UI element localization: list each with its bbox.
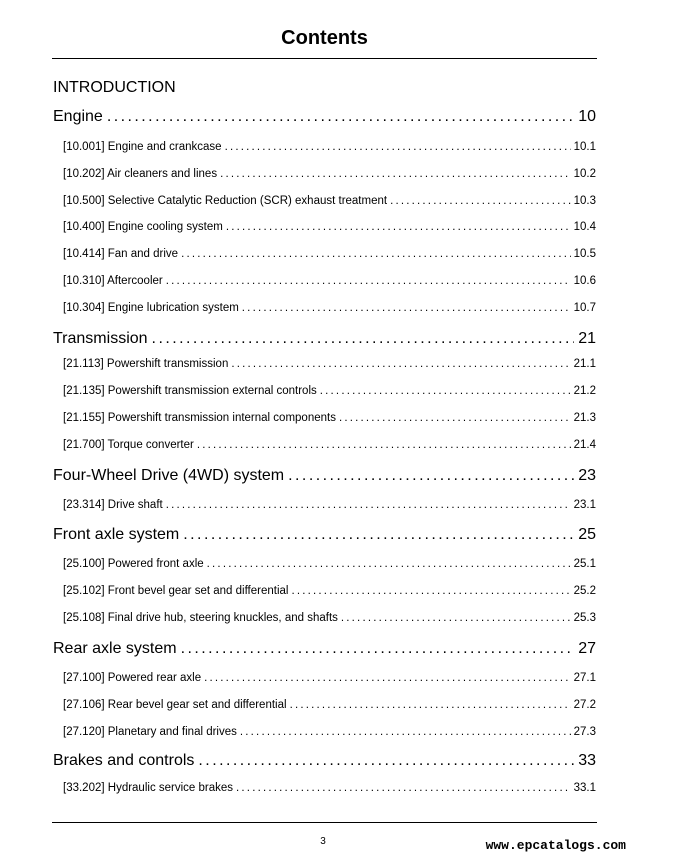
toc-section[interactable] — [53, 439, 596, 451]
toc-label: [25.102] Front bevel gear set and differential — [63, 585, 289, 597]
toc-section[interactable] — [53, 385, 596, 397]
toc-section[interactable] — [53, 412, 596, 424]
toc-section[interactable] — [53, 612, 596, 624]
toc-label: Four-Wheel Drive (4WD) system — [53, 467, 285, 484]
top-rule — [52, 58, 597, 59]
toc-section[interactable] — [53, 358, 596, 370]
toc-section[interactable] — [53, 672, 596, 684]
toc-page-number: 10.2 — [573, 168, 596, 180]
toc-page-number: 21.2 — [573, 385, 596, 397]
dot-leader — [107, 108, 574, 126]
toc-chapter[interactable] — [53, 752, 596, 770]
toc-page-number: 33.1 — [573, 782, 596, 794]
toc-page-number: 25.2 — [573, 585, 596, 597]
toc-label: [21.155] Powershift transmission internal components — [63, 412, 336, 424]
toc-page-number: 27.3 — [573, 726, 596, 738]
toc-section[interactable] — [53, 499, 596, 511]
dot-leader — [152, 330, 575, 348]
dot-leader — [341, 612, 571, 624]
toc-page-number: 33 — [578, 752, 596, 769]
toc-label: [25.108] Final drive hub, steering knuckles, and shafts — [63, 612, 338, 624]
page-title: Contents — [281, 27, 368, 49]
dot-leader — [166, 275, 571, 287]
dot-leader — [288, 467, 574, 485]
dot-leader — [320, 385, 571, 397]
dot-leader — [226, 221, 571, 233]
toc-page-number: 27.1 — [573, 672, 596, 684]
toc-page-number: 10.7 — [573, 302, 596, 314]
page-number: 3 — [320, 836, 326, 847]
toc-section[interactable] — [53, 699, 596, 711]
dot-leader — [231, 358, 570, 370]
toc-label: [33.202] Hydraulic service brakes — [63, 782, 234, 794]
dot-leader — [207, 558, 571, 570]
dot-leader — [220, 168, 571, 180]
toc-page-number: 10.4 — [573, 221, 596, 233]
toc-page-number: 10.3 — [573, 195, 596, 207]
dot-leader — [339, 412, 571, 424]
toc-section[interactable] — [53, 195, 596, 207]
toc-label: [21.700] Torque converter — [63, 439, 194, 451]
dot-leader — [225, 141, 571, 153]
toc-section[interactable] — [53, 726, 596, 738]
toc-section[interactable] — [53, 141, 596, 153]
toc-section[interactable] — [53, 558, 596, 570]
bottom-rule — [52, 822, 597, 823]
toc-page-number: 23.1 — [573, 499, 596, 511]
toc-page-number: 10.6 — [573, 275, 596, 287]
toc-page-number: 10 — [578, 108, 596, 125]
toc-label: [10.001] Engine and crankcase — [63, 141, 222, 153]
toc-label: [27.120] Planetary and final drives — [63, 726, 237, 738]
dot-leader — [204, 672, 571, 684]
toc-label: [10.414] Fan and drive — [63, 248, 179, 260]
section-heading-introduction[interactable]: INTRODUCTION — [53, 79, 176, 96]
toc-page-number: 10.1 — [573, 141, 596, 153]
dot-leader — [242, 302, 571, 314]
toc-label: [10.400] Engine cooling system — [63, 221, 223, 233]
toc-section[interactable] — [53, 275, 596, 287]
dot-leader — [240, 726, 571, 738]
toc-label: [25.100] Powered front axle — [63, 558, 204, 570]
toc-page-number: 25.1 — [573, 558, 596, 570]
toc-page-number: 21 — [578, 330, 596, 347]
toc-page-number: 25 — [578, 526, 596, 543]
toc-label: [21.113] Powershift transmission — [63, 358, 229, 370]
toc-page-number: 21.1 — [573, 358, 596, 370]
toc-section[interactable] — [53, 585, 596, 597]
toc-chapter[interactable] — [53, 640, 596, 658]
toc-label: [10.304] Engine lubrication system — [63, 302, 239, 314]
toc-section[interactable] — [53, 221, 596, 233]
toc-label: [10.202] Air cleaners and lines — [63, 168, 218, 180]
toc-page-number: 25.3 — [573, 612, 596, 624]
toc-page-number: 27 — [578, 640, 596, 657]
toc-label: Brakes and controls — [53, 752, 195, 769]
dot-leader — [236, 782, 571, 794]
toc-label: Transmission — [53, 330, 148, 347]
dot-leader — [197, 439, 571, 451]
toc-page-number: 21.3 — [573, 412, 596, 424]
toc-label: Front axle system — [53, 526, 180, 543]
dot-leader — [166, 499, 571, 511]
dot-leader — [181, 640, 575, 658]
toc-label: [10.310] Aftercooler — [63, 275, 163, 287]
dot-leader — [183, 526, 574, 544]
dot-leader — [291, 585, 570, 597]
dot-leader — [198, 752, 574, 770]
toc-section[interactable] — [53, 248, 596, 260]
toc-section[interactable] — [53, 782, 596, 794]
toc-label: [27.100] Powered rear axle — [63, 672, 202, 684]
toc-chapter[interactable] — [53, 526, 596, 544]
toc-section[interactable] — [53, 302, 596, 314]
toc-label: [10.500] Selective Catalytic Reduction (SCR) exhaust treatment — [63, 195, 388, 207]
toc-label: Engine — [53, 108, 103, 125]
toc-chapter[interactable] — [53, 330, 596, 348]
toc-page-number: 23 — [578, 467, 596, 484]
toc-page-number: 10.5 — [573, 248, 596, 260]
toc-section[interactable] — [53, 168, 596, 180]
toc-page-number: 27.2 — [573, 699, 596, 711]
dot-leader — [181, 248, 571, 260]
dot-leader — [390, 195, 571, 207]
toc-page-number: 21.4 — [573, 439, 596, 451]
toc-label: [27.106] Rear bevel gear set and differential — [63, 699, 287, 711]
toc-label: Rear axle system — [53, 640, 177, 657]
toc-label: [23.314] Drive shaft — [63, 499, 163, 511]
watermark: www.epcatalogs.com — [485, 838, 626, 853]
toc-label: [21.135] Powershift transmission external controls — [63, 385, 317, 397]
toc-chapter[interactable] — [53, 108, 596, 126]
dot-leader — [290, 699, 571, 711]
toc-chapter[interactable] — [53, 467, 596, 485]
